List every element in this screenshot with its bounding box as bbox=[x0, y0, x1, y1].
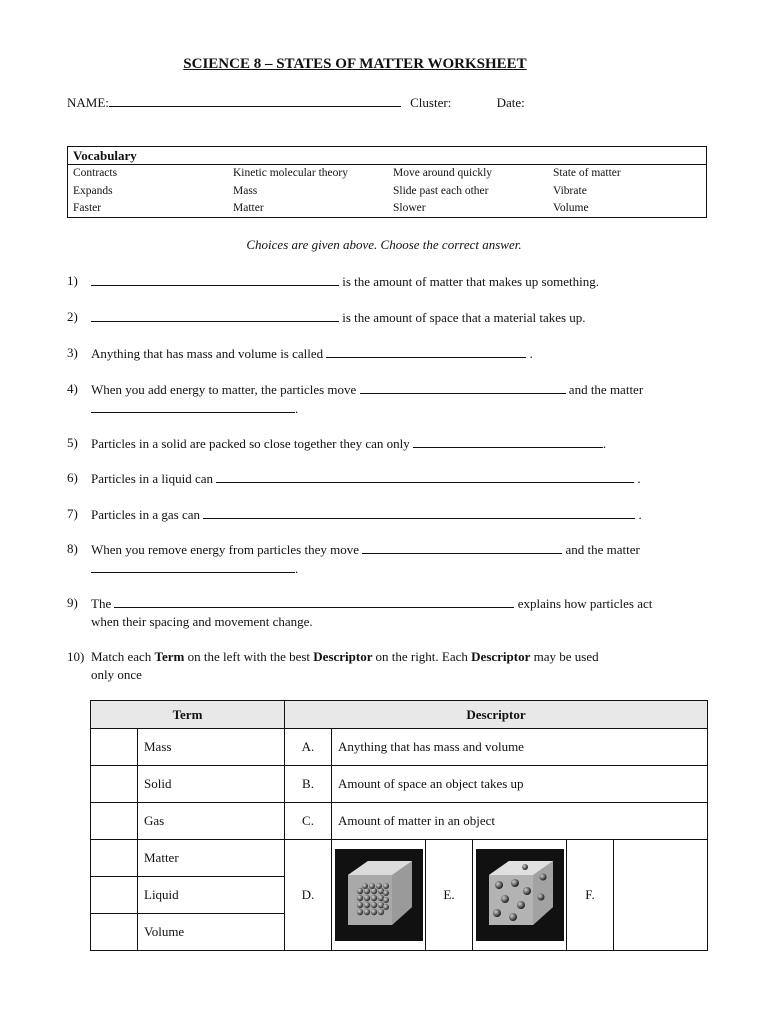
descriptor-letter: B. bbox=[285, 766, 332, 803]
question-8 bbox=[67, 540, 717, 578]
vocab-word: Vibrate bbox=[553, 184, 587, 197]
term-cell: Volume bbox=[138, 914, 285, 951]
answer-blank[interactable] bbox=[216, 469, 634, 483]
table-header-row bbox=[91, 701, 708, 729]
question-7 bbox=[67, 505, 717, 524]
term-cell: Matter bbox=[138, 840, 285, 877]
descriptor-header: Descriptor bbox=[285, 701, 708, 729]
answer-cell[interactable] bbox=[91, 877, 138, 914]
question-text: Match each bbox=[91, 649, 152, 664]
answer-blank-2[interactable] bbox=[91, 559, 295, 573]
table-row bbox=[91, 766, 708, 803]
vocabulary-grid bbox=[68, 165, 706, 218]
question-text: is the amount of space that a material takes up. bbox=[342, 310, 586, 325]
question-6 bbox=[67, 469, 717, 488]
cluster-label: Cluster: bbox=[410, 95, 452, 110]
question-number: 1) bbox=[67, 273, 78, 288]
vocab-word: State of matter bbox=[553, 167, 621, 179]
descriptor-letter: A. bbox=[285, 729, 332, 766]
answer-blank[interactable] bbox=[413, 434, 603, 448]
table-row bbox=[91, 803, 708, 840]
matching-table bbox=[90, 700, 708, 951]
question-number: 9) bbox=[67, 595, 78, 610]
gas-particles-image bbox=[614, 840, 708, 951]
vocab-word: Contracts bbox=[73, 167, 118, 179]
answer-blank-2[interactable] bbox=[91, 399, 295, 413]
worksheet-title: SCIENCE 8 – STATES OF MATTER WORKSHEET bbox=[183, 56, 527, 72]
vocab-word: Mass bbox=[233, 184, 258, 197]
question-text-2: explains how particles act bbox=[517, 596, 653, 611]
question-number: 10) bbox=[67, 649, 85, 664]
question-number: 6) bbox=[67, 470, 78, 485]
question-end: . bbox=[529, 346, 533, 361]
descriptor-letter: C. bbox=[285, 803, 332, 840]
question-end: . bbox=[637, 471, 641, 486]
descriptor-letter-e: E. bbox=[426, 840, 473, 951]
term-word: Term bbox=[154, 649, 185, 664]
vocab-word: Matter bbox=[233, 202, 264, 214]
question-text: The bbox=[91, 596, 112, 611]
descriptor-letter-d: D. bbox=[285, 840, 332, 951]
answer-cell[interactable] bbox=[91, 803, 138, 840]
question-end: . bbox=[295, 401, 299, 416]
question-9 bbox=[67, 594, 717, 631]
descriptor-text: Amount of matter in an object bbox=[332, 803, 708, 840]
vocab-word: Expands bbox=[73, 184, 113, 197]
solid-cube-icon bbox=[335, 849, 423, 941]
vocabulary-title: Vocabulary bbox=[68, 147, 706, 165]
question-text: Particles in a gas can bbox=[91, 507, 201, 522]
vocab-word: Move around quickly bbox=[393, 167, 493, 179]
vocabulary-box bbox=[67, 146, 707, 218]
answer-blank[interactable] bbox=[203, 505, 635, 519]
question-text-2: and the matter bbox=[565, 542, 640, 557]
question-3 bbox=[67, 344, 717, 363]
question-number: 7) bbox=[67, 506, 78, 521]
vocab-word: Volume bbox=[553, 202, 589, 214]
student-info-row bbox=[67, 94, 525, 111]
question-end: . bbox=[295, 561, 299, 576]
question-end: . bbox=[638, 507, 642, 522]
date-label: Date: bbox=[496, 95, 525, 110]
table-row bbox=[91, 840, 708, 877]
solid-particles-icon bbox=[340, 855, 418, 935]
question-text: Particles in a liquid can bbox=[91, 471, 214, 486]
solid-particles-image bbox=[332, 840, 426, 951]
question-text-3: when their spacing and movement change. bbox=[91, 614, 313, 629]
question-text: Anything that has mass and volume is called bbox=[91, 346, 324, 361]
question-number: 8) bbox=[67, 541, 78, 556]
question-10 bbox=[67, 648, 717, 684]
liquid-particles-icon bbox=[481, 855, 559, 935]
vocab-word: Kinetic molecular theory bbox=[233, 167, 348, 179]
liquid-cube-icon bbox=[476, 849, 564, 941]
question-text: on the left with the best bbox=[187, 649, 311, 664]
answer-blank[interactable] bbox=[326, 344, 526, 358]
question-text: Particles in a solid are packed so close together they can only bbox=[91, 436, 410, 451]
question-text-2: only once bbox=[91, 667, 142, 682]
answer-cell[interactable] bbox=[91, 914, 138, 951]
answer-cell[interactable] bbox=[91, 766, 138, 803]
question-text: When you remove energy from particles they move bbox=[91, 542, 359, 557]
question-number: 5) bbox=[67, 435, 78, 450]
instructions: Choices are given above. Choose the correct answer. bbox=[246, 237, 522, 252]
question-number: 3) bbox=[67, 345, 78, 360]
answer-blank[interactable] bbox=[91, 272, 339, 286]
question-text: on the right. Each bbox=[375, 649, 468, 664]
term-cell: Gas bbox=[138, 803, 285, 840]
answer-blank[interactable] bbox=[360, 380, 566, 394]
vocab-word: Slower bbox=[393, 202, 426, 214]
name-label: NAME: bbox=[67, 95, 109, 110]
answer-cell[interactable] bbox=[91, 729, 138, 766]
descriptor-letter-f: F. bbox=[567, 840, 614, 951]
answer-blank[interactable] bbox=[91, 308, 339, 322]
term-header: Term bbox=[91, 701, 285, 729]
question-text: may be used bbox=[533, 649, 599, 664]
answer-blank[interactable] bbox=[114, 594, 514, 608]
term-cell: Solid bbox=[138, 766, 285, 803]
question-2 bbox=[67, 308, 717, 327]
question-end: . bbox=[603, 436, 607, 451]
answer-blank[interactable] bbox=[362, 540, 562, 554]
question-text: is the amount of matter that makes up something. bbox=[342, 274, 599, 289]
question-4 bbox=[67, 380, 717, 418]
table-row bbox=[91, 729, 708, 766]
descriptor-word: Descriptor bbox=[313, 649, 373, 664]
vocab-word: Slide past each other bbox=[393, 184, 489, 197]
descriptor-text: Amount of space an object takes up bbox=[332, 766, 708, 803]
question-number: 2) bbox=[67, 309, 78, 324]
liquid-particles-image bbox=[473, 840, 567, 951]
question-text: When you add energy to matter, the particles move bbox=[91, 382, 357, 397]
question-5 bbox=[67, 434, 717, 453]
question-1 bbox=[67, 272, 717, 291]
question-text-2: and the matter bbox=[568, 382, 644, 397]
vocab-word: Faster bbox=[73, 202, 102, 214]
descriptor-text: Anything that has mass and volume bbox=[332, 729, 708, 766]
name-blank[interactable] bbox=[109, 94, 401, 107]
question-number: 4) bbox=[67, 381, 78, 396]
term-cell: Mass bbox=[138, 729, 285, 766]
term-cell: Liquid bbox=[138, 877, 285, 914]
answer-cell[interactable] bbox=[91, 840, 138, 877]
descriptor-word: Descriptor bbox=[471, 649, 531, 664]
